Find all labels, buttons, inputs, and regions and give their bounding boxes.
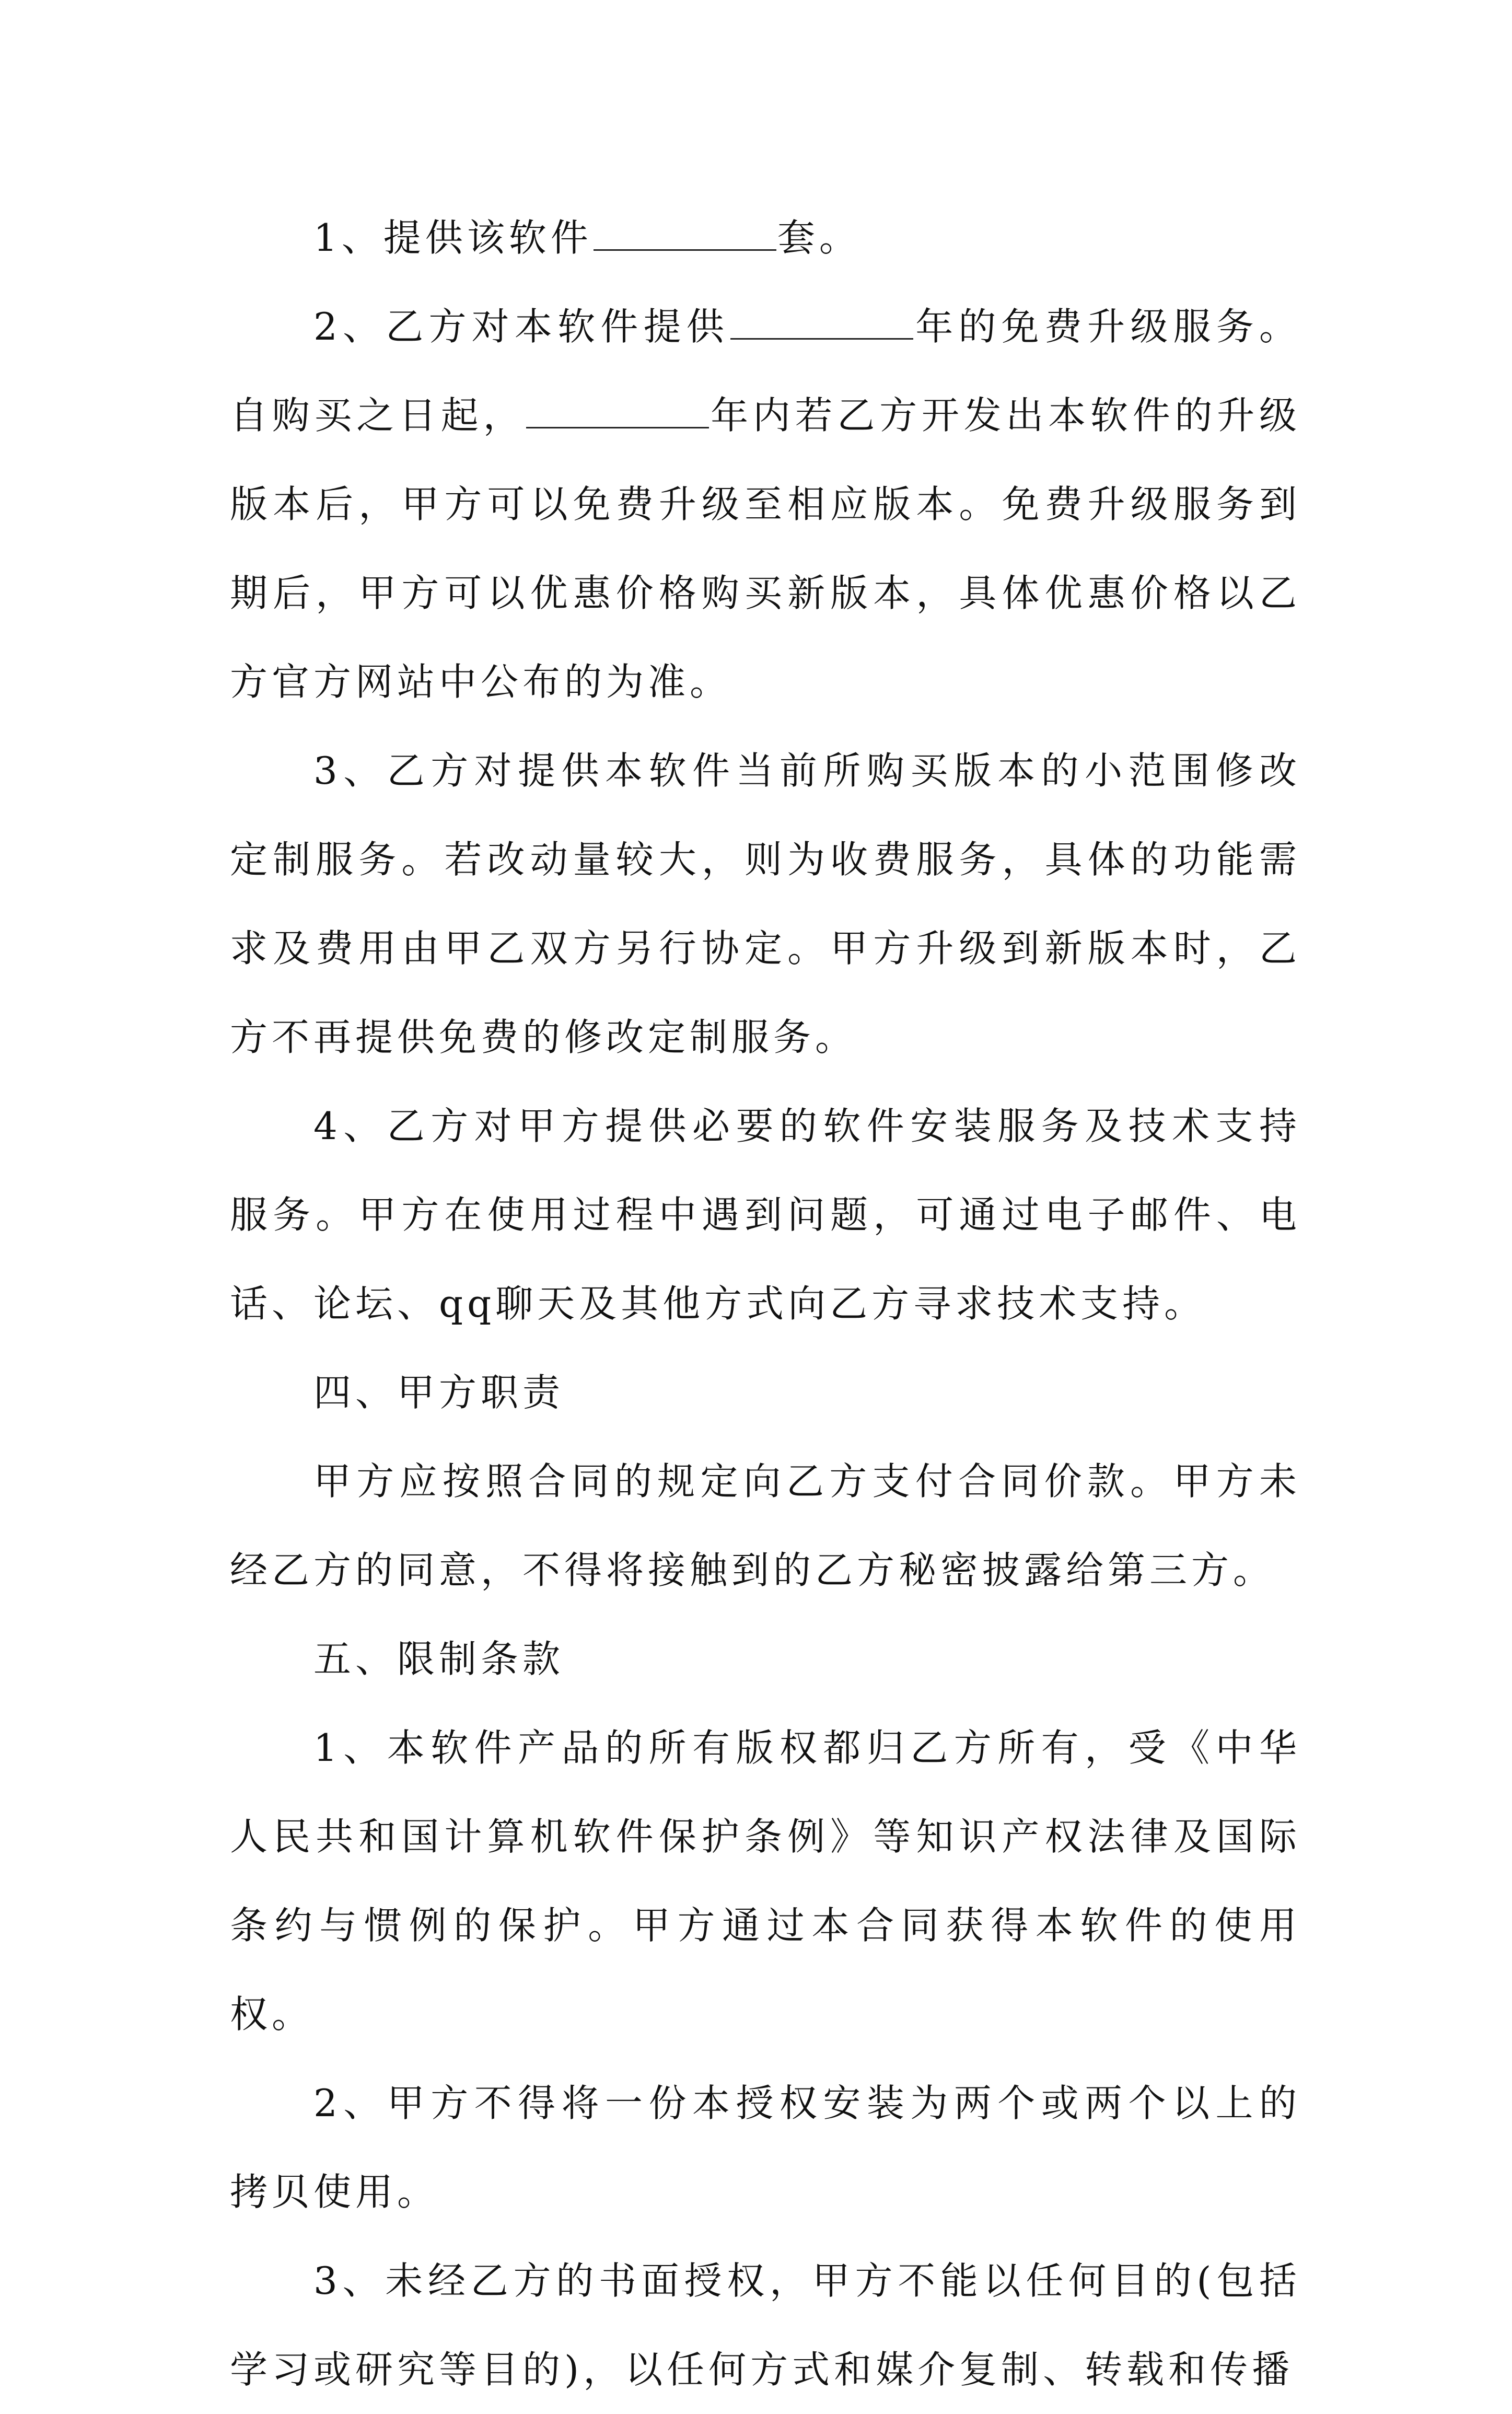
item-1-provide-copies bbox=[230, 193, 1301, 282]
party-a-duties-paragraph: 甲方应按照合同的规定向乙方支付合同价款。甲方未经乙方的同意，不得将接触到的乙方秘密披露给第三方。 bbox=[230, 1459, 1301, 1592]
restriction-2-copies: 2、甲方不得将一份本授权安装为两个或两个以上的拷贝使用。 bbox=[230, 2081, 1301, 2214]
item-1-text: 1、提供该软件 bbox=[313, 216, 592, 260]
section-heading-party-a-duties: 四、甲方职责 bbox=[313, 1371, 565, 1414]
item-2-text-c: 年内若乙方开发出本软件的升级版本后，甲方可以免费升级至相应版本。免费升级服务到期后，甲方可以优惠价格购买新版本，具体优惠价格以乙方官方网站中公布的为准。 bbox=[230, 393, 1301, 704]
section-heading-restrictions: 五、限制条款 bbox=[313, 1637, 565, 1681]
item-2-text-b: 年的免费升级服务。自购买之日起， bbox=[230, 305, 1301, 437]
item-2-free-upgrade bbox=[230, 282, 1301, 726]
item-4-tech-support: 4、乙方对甲方提供必要的软件安装服务及技术支持服务。甲方在使用过程中遇到问题，可通过电子邮件、电话、论坛、qq聊天及其他方式向乙方寻求技术支持。 bbox=[230, 1104, 1301, 1326]
restriction-3-reproduction: 3、未经乙方的书面授权，甲方不能以任何目的(包括学习或研究等目的)，以任何方式和媒介复制、转载和传播 bbox=[230, 2259, 1301, 2392]
blank-field[interactable] bbox=[594, 218, 776, 251]
document-body bbox=[230, 193, 1301, 2414]
item-3-customization: 3、乙方对提供本软件当前所购买版本的小范围修改定制服务。若改动量较大，则为收费服务，具体的功能需求及费用由甲乙双方另行协定。甲方升级到新版本时，乙方不再提供免费的修改定制服务。 bbox=[230, 749, 1301, 1059]
blank-field[interactable] bbox=[730, 307, 913, 340]
item-1-suffix: 套。 bbox=[777, 216, 861, 260]
blank-field[interactable] bbox=[526, 396, 709, 428]
item-2-text-a: 2、乙方对本软件提供 bbox=[313, 305, 730, 349]
restriction-1-copyright: 1、本软件产品的所有版权都归乙方所有，受《中华人民共和国计算机软件保护条例》等知识产权法律及国际条约与惯例的保护。甲方通过本合同获得本软件的使用权。 bbox=[230, 1726, 1301, 2036]
